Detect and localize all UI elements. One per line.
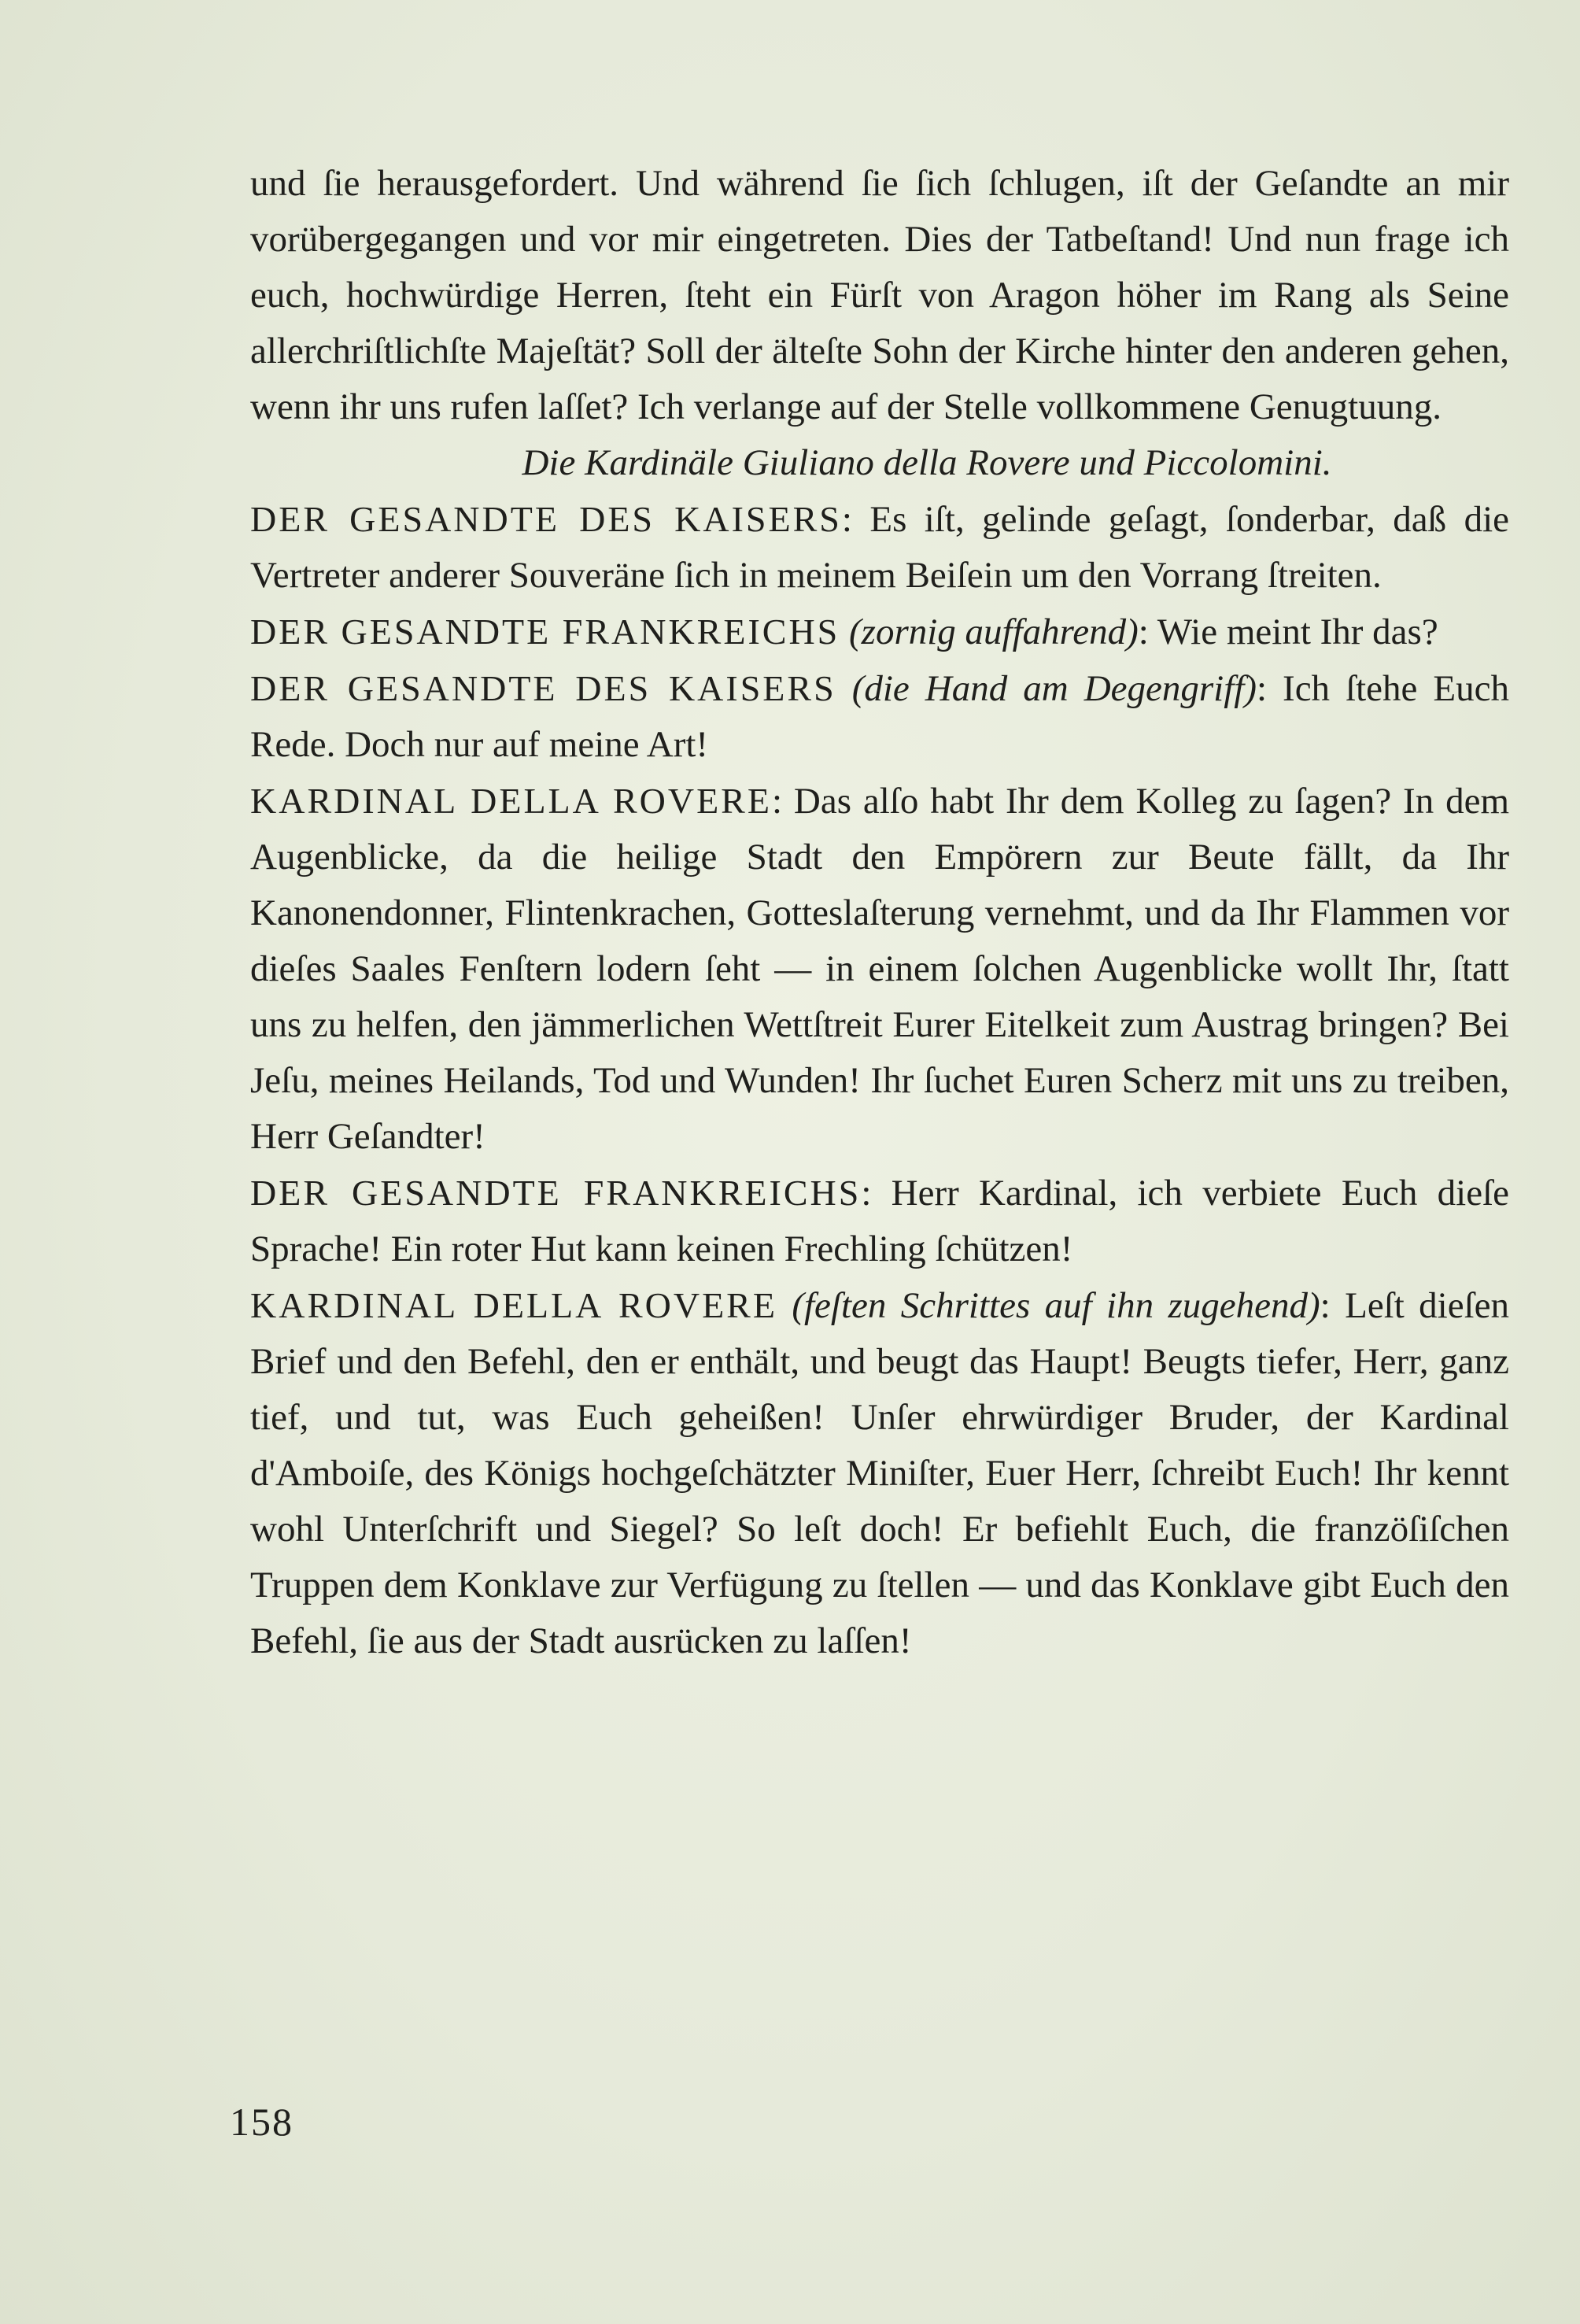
- speech-kaiser-1: [250, 491, 1509, 604]
- speech-rovere-2: [250, 1277, 1509, 1669]
- stage-direction: (die Hand am Degengriff): [851, 668, 1257, 709]
- speech-frankreich-1: [250, 604, 1509, 660]
- paragraph-1: [250, 156, 1509, 435]
- stage-direction: (zornig auffahrend): [849, 611, 1139, 652]
- stage-direction: (feſten Schrittes auf ihn zugehend): [792, 1285, 1320, 1326]
- speech-text: : Leſt dieſen Brief und den Befehl, den er enthält, und beugt das Haupt! Beugts tiefer, Herr, ganz tief, und tut, was Euch geheißen! Unſer ehrwürdiger Bruder, der Kardinal d'Amboiſe, des Königs hochgeſchätzter Miniſter, Euer Herr, ſchreibt Euch! Ihr kennt wohl Unterſchrift und Siegel? So leſt doch! Er befiehlt Euch, die franzöſiſchen Truppen dem Konklave zur Verfügung zu ſtellen — und das Konklave gibt Euch den Befehl, ſie aus der Stadt ausrücken zu laſſen!: [250, 1285, 1510, 1661]
- stage-direction-entrance: [250, 435, 1509, 491]
- speech-text: : Das alſo habt Ihr dem Kolleg zu ſagen? In dem Augenblicke, da die heilige Stadt den Empörern zur Beute fällt, da Ihr Kanonendonner, Flintenkrachen, Gotteslaſterung vernehmt, und da Ihr Flammen vor dieſes Saales Fenſtern lodern ſeht — in einem ſolchen Augenblicke wollt Ihr, ſtatt uns zu helfen, den jämmerlichen Wettſtreit Eurer Eitelkeit zum Austrag bringen? Bei Jeſu, meines Heilands, Tod und Wunden! Ihr ſuchet Euren Scherz mit uns zu treiben, Herr Geſandter!: [250, 781, 1510, 1157]
- speech-kaiser-2: [250, 660, 1509, 773]
- speaker-name: KARDINAL DELLA ROVERE: [250, 1285, 777, 1325]
- speaker-name: DER GESANDTE FRANKREICHS: [250, 611, 840, 652]
- speaker-name: DER GESANDTE DES KAISERS: [250, 499, 842, 539]
- speech-frankreich-2: [250, 1165, 1509, 1277]
- speech-rovere-1: [250, 773, 1509, 1165]
- speech-text: : Es iſt, gelinde geſagt, ſonderbar, daß die Vertreter anderer Souveräne ſich in meinem Beiſein um den Vorrang ſtreiten.: [250, 499, 1509, 596]
- speaker-name: DER GESANDTE DES KAISERS: [250, 668, 836, 708]
- speech-text: : Herr Kardinal, ich verbiete Euch dieſe Sprache! Ein roter Hut kann keinen Frechling ſchützen!: [250, 1173, 1510, 1269]
- speech-text: : Ich ſtehe Euch Rede. Doch nur auf meine Art!: [250, 668, 1509, 765]
- main-text: [250, 156, 1509, 1669]
- speaker-name: DER GESANDTE FRANKREICHS: [250, 1173, 862, 1213]
- speaker-name: KARDINAL DELLA ROVERE: [250, 781, 772, 821]
- speech-text: : Wie meint Ihr das?: [1138, 611, 1438, 652]
- page-number: 158: [230, 2100, 293, 2144]
- stage-direction-text: Die Kardinäle Giuliano della Rovere und Piccolomini.: [522, 442, 1332, 483]
- paragraph-text: und ſie herausgefordert. Und während ſie ſich ſchlugen, iſt der Geſandte an mir vorübergegangen und vor mir eingetreten. Dies der Tatbeſtand! Und nun frage ich euch, hochwürdige Herren, ſteht ein Fürſt von Aragon höher im Rang als Seine allerchriſtlichſte Majeſtät? Soll der älteſte Sohn der Kirche hinter den anderen gehen, wenn ihr uns rufen laſſet? Ich verlange auf der Stelle vollkommene Genugtuung.: [250, 163, 1509, 427]
